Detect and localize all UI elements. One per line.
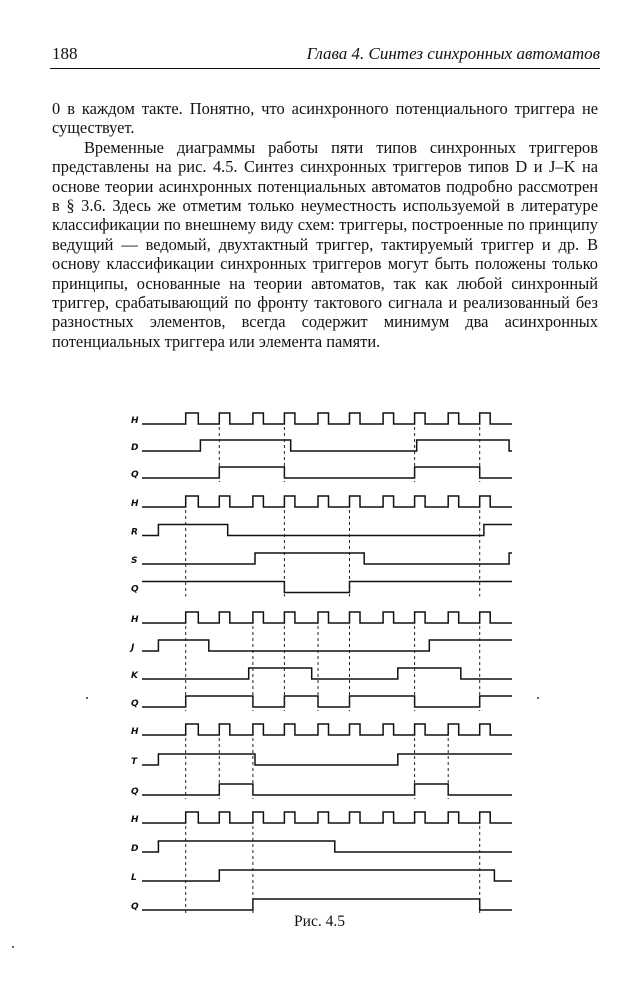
signal-label-l: L (131, 873, 137, 883)
signal-label-h: H (131, 615, 139, 625)
paragraph-1: 0 в каждом такте. Понятно, что асинхронного потенциального триггера не существует. (52, 99, 598, 138)
waveform-h (142, 724, 512, 735)
waveform-d (142, 440, 512, 451)
paragraph-2: Временные диаграммы работы пяти типов синхронных триггеров представлены на рис. 4.5. Синтез синхронных триггеров типов D и J–K на основе теории асинхронных потенциальных автоматов подробно рассмотрен в § 3.6. Здесь же отметим только неуместность используемой в литературе классификации по внешнему виду схем: триггеры, построенные по принципу ведущий — ведомый, двухтактный триггер, тактируемый триггер и др. В основу классификации синхронных триггеров могут быть положены только принципы, основанные на теории автоматов, так как любой синхронный триггер, срабатывающий по фронту тактового сигнала и реализованный без разностных элементов, всегда содержит минимум два асинхронных потенциальных триггера или элемента памяти. (52, 137, 598, 351)
waveform-k (142, 668, 512, 679)
scan-speck (12, 946, 14, 948)
page-number: 188 (52, 44, 78, 63)
running-title: Глава 4. Синтез синхронных автоматов (306, 44, 600, 63)
signal-label-h: H (131, 416, 139, 426)
signal-label-s: S (131, 556, 138, 566)
waveform-q (142, 582, 512, 593)
signal-label-q: Q (131, 699, 139, 709)
signal-label-t: T (131, 757, 138, 767)
signal-label-h: H (131, 727, 139, 737)
signal-label-r: R (131, 527, 138, 538)
timing-group-jk-trigger (129, 612, 512, 711)
waveform-h (142, 413, 512, 424)
figure-caption: Рис. 4.5 (294, 913, 345, 930)
signal-label-q: Q (131, 584, 139, 595)
waveform-h (142, 496, 512, 507)
waveform-h (142, 612, 512, 623)
signal-label-q: Q (131, 470, 139, 480)
waveform-s (142, 553, 512, 564)
waveform-h (142, 812, 512, 823)
waveform-j (142, 640, 512, 651)
scan-speck (86, 697, 88, 699)
signal-label-h: H (131, 499, 139, 509)
signal-label-q: Q (131, 787, 139, 797)
signal-label-k: K (131, 671, 138, 681)
waveform-q (142, 899, 512, 910)
signal-label-h: H (131, 815, 139, 825)
signal-label-q: Q (131, 902, 139, 912)
signal-label-j: J (131, 643, 135, 653)
waveform-t (142, 754, 512, 765)
waveform-q (142, 696, 512, 707)
timing-group-dl-trigger (131, 812, 512, 914)
waveform-d (142, 841, 512, 852)
signal-label-d: D (131, 443, 139, 453)
waveform-q (142, 784, 512, 795)
scan-speck (537, 697, 539, 699)
timing-group-t-trigger (131, 724, 512, 799)
waveform-q (142, 467, 512, 478)
signal-label-d: D (131, 844, 139, 854)
waveform-r (142, 525, 512, 536)
waveform-l (142, 870, 512, 881)
timing-group-rs-trigger (131, 496, 512, 597)
timing-group-d-trigger (131, 413, 512, 482)
